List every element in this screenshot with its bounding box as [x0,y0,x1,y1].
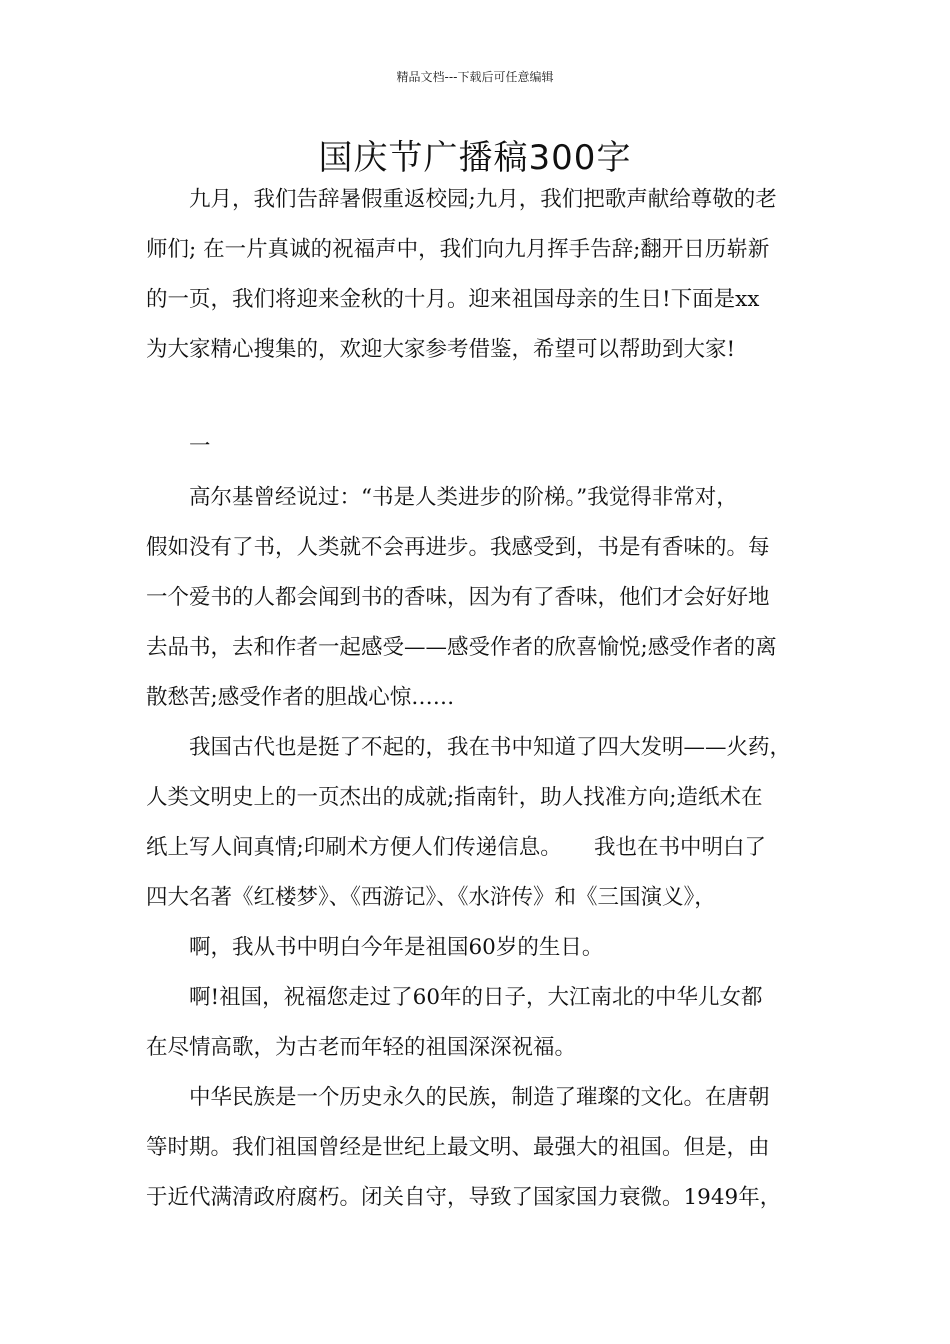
body-line: 散愁苦;感受作者的胆战心惊…… [146,685,455,710]
body-line: 九月，我们告辞暑假重返校园;九月，我们把歌声献给尊敬的老 [146,187,777,212]
body-line: 等时期。我们祖国曾经是世纪上最文明、最强大的祖国。但是，由 [146,1135,770,1160]
body-line: 假如没有了书，人类就不会再进步。我感受到，书是有香味的。每 [146,535,770,560]
body-line: 啊!祖国，祝福您走过了60年的日子，大江南北的中华儿女都 [146,985,763,1010]
document-title: 国庆节广播稿300字 [318,138,632,178]
section-marker: 一 [146,434,211,459]
body-line: 一个爱书的人都会闻到书的香味，因为有了香味，他们才会好好地 [146,585,770,610]
body-line: 为大家精心搜集的，欢迎大家参考借鉴，希望可以帮助到大家! [146,337,736,362]
body-line: 我国古代也是挺了不起的，我在书中知道了四大发明——火药， [146,735,792,760]
body-line: 人类文明史上的一页杰出的成就;指南针，助人找准方向;造纸术在 [146,785,763,810]
body-line: 啊，我从书中明白今年是祖国60岁的生日。 [146,935,604,960]
body-line: 师们; 在一片真诚的祝福声中，我们向九月挥手告辞;翻开日历崭新 [146,237,770,262]
body-line: 去品书，去和作者一起感受——感受作者的欣喜愉悦;感受作者的离 [146,635,777,660]
page-header: 精品文档---下载后可任意编辑 [396,70,554,84]
body-line: 高尔基曾经说过：“书是人类进步的阶梯。”我觉得非常对， [146,485,738,510]
body-line: 于近代满清政府腐朽。闭关自守，导致了国家国力衰微。1949年， [146,1185,782,1210]
body-line: 纸上写人间真情;印刷术方便人们传递信息。 我也在书中明白了 [146,835,766,860]
body-line: 四大名著《红楼梦》、《西游记》、《水浒传》和《三国演义》， [146,885,716,910]
body-line: 在尽情高歌，为古老而年轻的祖国深深祝福。 [146,1035,577,1060]
body-line: 中华民族是一个历史永久的民族，制造了璀璨的文化。在唐朝 [146,1085,770,1110]
body-line: 的一页，我们将迎来金秋的十月。迎来祖国母亲的生日!下面是xx [146,287,760,312]
